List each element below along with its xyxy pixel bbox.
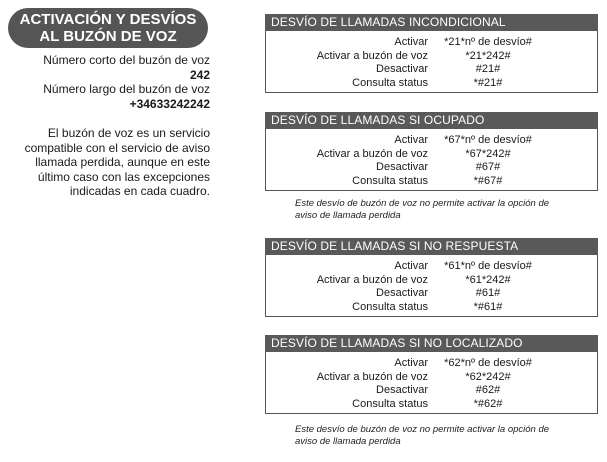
code-label: Desactivar xyxy=(376,384,428,396)
code-value: #62# xyxy=(475,384,501,396)
code-label: Activar a buzón de voz xyxy=(316,370,428,383)
description-line: último caso con las excepciones xyxy=(37,169,210,184)
code-value: *21*242# xyxy=(465,49,511,62)
code-row xyxy=(266,357,597,371)
codes-table xyxy=(265,129,598,191)
code-value: #67# xyxy=(475,161,501,173)
code-value: *61*242# xyxy=(465,273,511,286)
code-label: Activar a buzón de voz xyxy=(316,273,428,286)
code-label: Desactivar xyxy=(376,161,428,173)
code-row xyxy=(266,260,597,274)
code-row xyxy=(266,63,597,77)
description xyxy=(10,126,210,199)
code-row xyxy=(266,36,597,50)
long-number-block xyxy=(10,82,210,111)
section-incondicional xyxy=(265,14,598,93)
section-title: DESVÍO DE LLAMADAS SI NO RESPUESTA xyxy=(265,238,598,255)
code-row xyxy=(266,77,597,91)
title-line-1: ACTIVACIÓN Y DESVÍOS xyxy=(19,11,197,28)
code-label: Desactivar xyxy=(376,63,428,75)
code-row xyxy=(266,301,597,315)
code-row xyxy=(266,161,597,175)
description-line: llamada perdida, aunque en este xyxy=(35,155,210,169)
section-no-localizado xyxy=(265,335,598,414)
short-number-value: 242 xyxy=(189,67,210,82)
code-row xyxy=(266,50,597,64)
code-value: #21# xyxy=(475,63,501,75)
code-value: *#21# xyxy=(473,76,503,89)
code-row xyxy=(266,134,597,148)
code-value: *67*nº de desvío# xyxy=(444,134,532,146)
short-number-block xyxy=(10,53,210,82)
code-value: *67*242# xyxy=(465,147,511,160)
code-row xyxy=(266,398,597,412)
section-note xyxy=(295,198,595,222)
code-label: Consulta status xyxy=(352,76,428,89)
section-title: DESVÍO DE LLAMADAS SI OCUPADO xyxy=(265,112,598,129)
title-line-2: AL BUZÓN DE VOZ xyxy=(39,28,177,45)
section-title: DESVÍO DE LLAMADAS INCONDICIONAL xyxy=(265,14,598,31)
code-value: *21*nº de desvío# xyxy=(444,36,532,48)
section-no-respuesta xyxy=(265,238,598,317)
code-row xyxy=(266,287,597,301)
code-label: Desactivar xyxy=(376,287,428,299)
section-title: DESVÍO DE LLAMADAS SI NO LOCALIZADO xyxy=(265,335,598,352)
code-row xyxy=(266,175,597,189)
long-number-label: Número largo del buzón de voz xyxy=(43,82,210,96)
code-value: *62*242# xyxy=(465,370,511,383)
note-line: Este desvío de buzón de voz no permite activar la opción de xyxy=(295,198,550,209)
code-value: *#67# xyxy=(473,174,503,187)
code-label: Activar xyxy=(394,36,428,48)
section-note xyxy=(295,424,595,448)
description-line: El buzón de voz es un servicio xyxy=(47,126,210,140)
code-value: #61# xyxy=(475,287,501,299)
short-number-label: Número corto del buzón de voz xyxy=(43,53,210,67)
description-line: compatible con el servicio de aviso xyxy=(24,140,210,155)
code-label: Activar xyxy=(394,260,428,272)
note-line: Este desvío de buzón de voz no permite activar la opción de xyxy=(295,424,550,435)
code-label: Consulta status xyxy=(352,397,428,410)
title-badge xyxy=(8,8,208,48)
code-value: *#61# xyxy=(473,300,503,313)
code-label: Consulta status xyxy=(352,300,428,313)
code-label: Activar a buzón de voz xyxy=(316,49,428,62)
code-row xyxy=(266,274,597,288)
codes-table xyxy=(265,31,598,93)
codes-table xyxy=(265,255,598,317)
section-ocupado xyxy=(265,112,598,191)
note-line: aviso de llamada perdida xyxy=(295,210,401,221)
code-label: Activar xyxy=(394,357,428,369)
code-label: Activar xyxy=(394,134,428,146)
long-number-value: +34633242242 xyxy=(129,96,210,111)
code-value: *62*nº de desvío# xyxy=(444,357,532,369)
code-label: Consulta status xyxy=(352,174,428,187)
code-row xyxy=(266,371,597,385)
code-row xyxy=(266,384,597,398)
codes-table xyxy=(265,352,598,414)
code-label: Activar a buzón de voz xyxy=(316,147,428,160)
code-row xyxy=(266,148,597,162)
note-line: aviso de llamada perdida xyxy=(295,436,401,447)
code-value: *61*nº de desvío# xyxy=(444,260,532,272)
code-value: *#62# xyxy=(473,397,503,410)
description-line: indicadas en cada cuadro. xyxy=(69,184,210,198)
